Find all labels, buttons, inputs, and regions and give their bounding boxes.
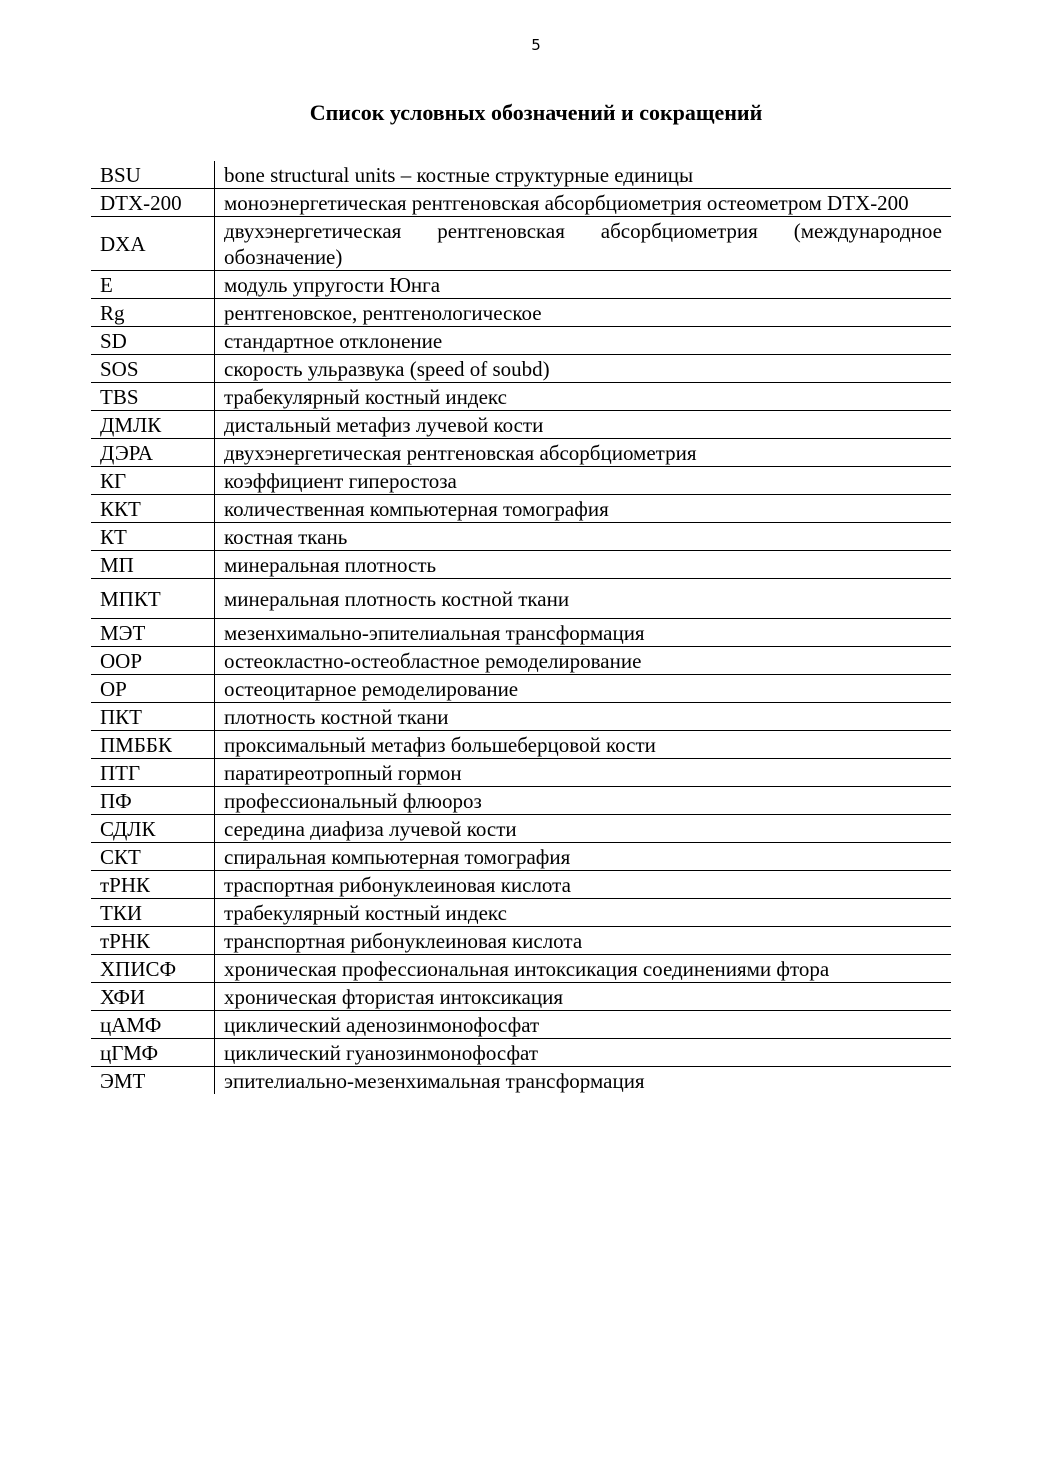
abbreviation-definition: хроническая профессиональная интоксикация соединениями фтора bbox=[215, 955, 952, 983]
table-row bbox=[91, 217, 951, 271]
abbreviation-term: ООР bbox=[91, 647, 215, 675]
table-row bbox=[91, 327, 951, 355]
abbreviations-table-body bbox=[91, 161, 951, 1094]
table-row bbox=[91, 619, 951, 647]
abbreviation-definition: двухэнергетическая рентгеновская абсорбциометрия bbox=[215, 439, 952, 467]
table-row bbox=[91, 551, 951, 579]
table-row bbox=[91, 787, 951, 815]
abbreviation-term: ПТГ bbox=[91, 759, 215, 787]
abbreviation-definition: циклический аденозинмонофосфат bbox=[215, 1011, 952, 1039]
abbreviation-definition: хроническая фтористая интоксикация bbox=[215, 983, 952, 1011]
table-row bbox=[91, 439, 951, 467]
abbreviation-definition: количественная компьютерная томография bbox=[215, 495, 952, 523]
abbreviation-definition: минеральная плотность костной ткани bbox=[215, 579, 952, 619]
abbreviation-term: ПФ bbox=[91, 787, 215, 815]
table-row bbox=[91, 161, 951, 189]
abbreviation-definition: скорость ульразвука (speed of soubd) bbox=[215, 355, 952, 383]
table-row bbox=[91, 647, 951, 675]
abbreviation-definition: паратиреотропный гормон bbox=[215, 759, 952, 787]
abbreviation-definition: плотность костной ткани bbox=[215, 703, 952, 731]
table-row bbox=[91, 731, 951, 759]
abbreviation-term: цАМФ bbox=[91, 1011, 215, 1039]
abbreviation-definition: модуль упругости Юнга bbox=[215, 271, 952, 299]
abbreviation-term: тРНК bbox=[91, 871, 215, 899]
table-row bbox=[91, 495, 951, 523]
table-row bbox=[91, 955, 951, 983]
abbreviation-definition: bone structural units – костные структурные единицы bbox=[215, 161, 952, 189]
abbreviation-term: МП bbox=[91, 551, 215, 579]
abbreviation-definition: трабекулярный костный индекс bbox=[215, 383, 952, 411]
table-row bbox=[91, 299, 951, 327]
abbreviation-definition: мезенхимально-эпителиальная трансформация bbox=[215, 619, 952, 647]
table-row bbox=[91, 411, 951, 439]
abbreviation-term: тРНК bbox=[91, 927, 215, 955]
abbreviation-term: Rg bbox=[91, 299, 215, 327]
abbreviation-term: ПМББК bbox=[91, 731, 215, 759]
abbreviation-definition: костная ткань bbox=[215, 523, 952, 551]
table-row bbox=[91, 675, 951, 703]
table-row bbox=[91, 983, 951, 1011]
abbreviation-term: КГ bbox=[91, 467, 215, 495]
table-row bbox=[91, 523, 951, 551]
abbreviation-definition: моноэнергетическая рентгеновская абсорбциометрия остеометром DTX-200 bbox=[215, 189, 952, 217]
abbreviation-term: E bbox=[91, 271, 215, 299]
page-number: 5 bbox=[531, 36, 541, 54]
table-row bbox=[91, 579, 951, 619]
abbreviation-definition: остеоцитарное ремоделирование bbox=[215, 675, 952, 703]
abbreviation-term: ХПИСФ bbox=[91, 955, 215, 983]
abbreviation-definition: траспортная рибонуклеиновая кислота bbox=[215, 871, 952, 899]
table-row bbox=[91, 703, 951, 731]
abbreviation-definition: остеокластно-остеобластное ремоделирование bbox=[215, 647, 952, 675]
table-row bbox=[91, 871, 951, 899]
abbreviation-term: ККТ bbox=[91, 495, 215, 523]
abbreviation-term: цГМФ bbox=[91, 1039, 215, 1067]
abbreviation-definition: рентгеновское, рентгенологическое bbox=[215, 299, 952, 327]
table-row bbox=[91, 843, 951, 871]
table-row bbox=[91, 189, 951, 217]
abbreviation-term: TBS bbox=[91, 383, 215, 411]
abbreviation-definition: циклический гуанозинмонофосфат bbox=[215, 1039, 952, 1067]
abbreviation-term: ХФИ bbox=[91, 983, 215, 1011]
abbreviation-term: SD bbox=[91, 327, 215, 355]
abbreviation-term: ЭМТ bbox=[91, 1067, 215, 1095]
table-row bbox=[91, 815, 951, 843]
abbreviation-term: DXA bbox=[91, 217, 215, 271]
table-row bbox=[91, 271, 951, 299]
table-row bbox=[91, 927, 951, 955]
abbreviation-term: ТКИ bbox=[91, 899, 215, 927]
table-row bbox=[91, 899, 951, 927]
abbreviation-term: ДЭРА bbox=[91, 439, 215, 467]
abbreviation-term: МЭТ bbox=[91, 619, 215, 647]
table-row bbox=[91, 1039, 951, 1067]
abbreviation-definition: дистальный метафиз лучевой кости bbox=[215, 411, 952, 439]
abbreviation-definition: минеральная плотность bbox=[215, 551, 952, 579]
table-row bbox=[91, 467, 951, 495]
abbreviation-term: СДЛК bbox=[91, 815, 215, 843]
abbreviation-definition: проксимальный метафиз большеберцовой кости bbox=[215, 731, 952, 759]
abbreviation-definition: транспортная рибонуклеиновая кислота bbox=[215, 927, 952, 955]
abbreviation-term: ОР bbox=[91, 675, 215, 703]
table-row bbox=[91, 1011, 951, 1039]
abbreviation-definition: трабекулярный костный индекс bbox=[215, 899, 952, 927]
abbreviation-term: ДМЛК bbox=[91, 411, 215, 439]
table-row bbox=[91, 1067, 951, 1095]
abbreviation-definition: середина диафиза лучевой кости bbox=[215, 815, 952, 843]
abbreviation-term: МПКТ bbox=[91, 579, 215, 619]
abbreviation-definition: стандартное отклонение bbox=[215, 327, 952, 355]
abbreviation-term: КТ bbox=[91, 523, 215, 551]
table-row bbox=[91, 759, 951, 787]
abbreviations-table bbox=[91, 161, 951, 1094]
abbreviation-definition: коэффициент гиперостоза bbox=[215, 467, 952, 495]
abbreviation-definition: эпителиально-мезенхимальная трансформация bbox=[224, 1069, 645, 1093]
table-row bbox=[91, 383, 951, 411]
page-title: Список условных обозначений и сокращений bbox=[309, 100, 763, 125]
abbreviation-term: ПКТ bbox=[91, 703, 215, 731]
abbreviation-term: DTX-200 bbox=[91, 189, 215, 217]
abbreviation-definition: спиральная компьютерная томография bbox=[215, 843, 952, 871]
table-row bbox=[91, 355, 951, 383]
abbreviation-definition: профессиональный флюороз bbox=[215, 787, 952, 815]
abbreviation-term: BSU bbox=[91, 161, 215, 189]
abbreviation-term: СКТ bbox=[91, 843, 215, 871]
abbreviation-term: SOS bbox=[91, 355, 215, 383]
abbreviation-definition: двухэнергетическая рентгеновская абсорбциометрия (международное обозначение) bbox=[215, 217, 952, 271]
